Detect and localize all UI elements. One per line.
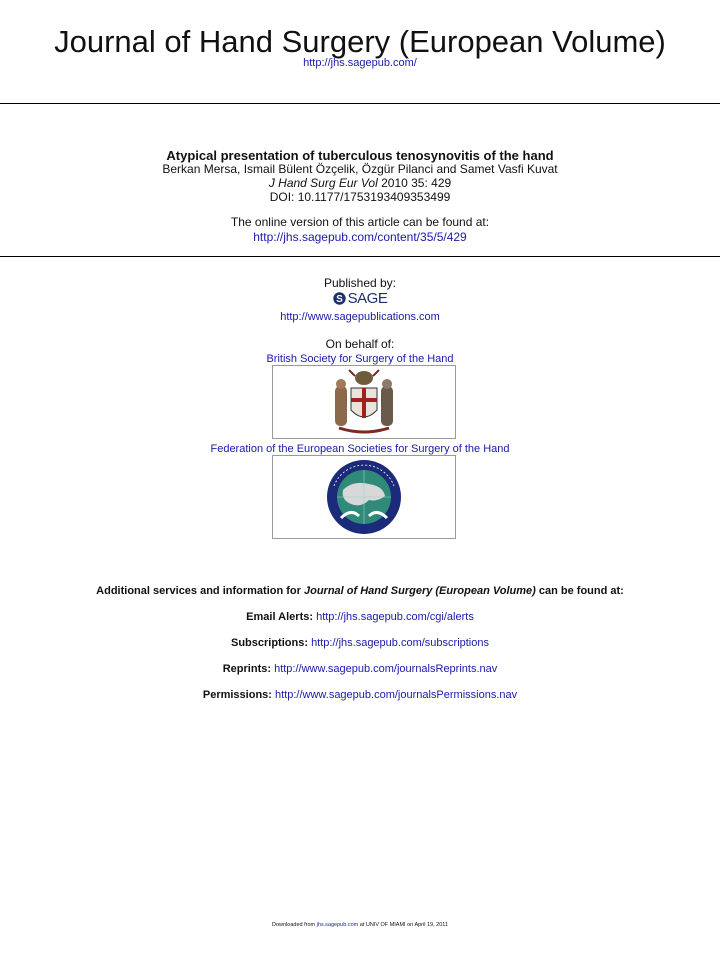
reprints-label: Reprints: bbox=[222, 663, 272, 675]
citation-journal: J Hand Surg Eur Vol bbox=[268, 176, 378, 190]
online-version-text: The online version of this article can be found at: bbox=[230, 215, 490, 229]
bssh-link[interactable]: British Society for Surgery of the Hand bbox=[266, 353, 454, 365]
download-footer bbox=[0, 921, 720, 929]
article-title: Atypical presentation of tuberculous tenosynovitis of the hand bbox=[166, 148, 554, 163]
fessh-emblem-box[interactable] bbox=[272, 455, 456, 539]
journal-url-link[interactable]: http://jhs.sagepub.com/ bbox=[303, 57, 417, 69]
middle-divider bbox=[0, 256, 720, 257]
sage-logo-icon bbox=[333, 292, 346, 305]
email-alerts-link[interactable]: http://jhs.sagepub.com/cgi/alerts bbox=[316, 611, 474, 623]
email-alerts-label: Email Alerts: bbox=[246, 611, 314, 623]
published-by-label: Published by: bbox=[323, 276, 397, 290]
permissions-link[interactable]: http://www.sagepub.com/journalsPermissions.nav bbox=[275, 689, 518, 701]
services-intro bbox=[0, 584, 720, 598]
bssh-crest-icon bbox=[273, 366, 455, 438]
service-reprints bbox=[0, 662, 720, 676]
journal-title: Journal of Hand Surgery (European Volume) bbox=[54, 24, 666, 59]
subscriptions-link[interactable]: http://jhs.sagepub.com/subscriptions bbox=[311, 637, 489, 649]
fessh-link[interactable]: Federation of the European Societies for Surgery of the Hand bbox=[210, 443, 510, 455]
footer-suffix: at UNIV OF MIAMI on April 19, 2011 bbox=[358, 922, 448, 928]
footer-prefix: Downloaded from bbox=[271, 922, 317, 928]
service-email-alerts bbox=[0, 610, 720, 624]
permissions-label: Permissions: bbox=[202, 689, 272, 701]
article-citation bbox=[0, 176, 720, 191]
services-intro-suffix: can be found at: bbox=[535, 585, 624, 597]
services-intro-prefix: Additional services and information for bbox=[96, 585, 304, 597]
sage-logo-text: SAGE bbox=[347, 290, 388, 307]
reprints-link[interactable]: http://www.sagepub.com/journalsReprints.nav bbox=[274, 663, 498, 675]
citation-volume: 2010 35: 429 bbox=[377, 176, 452, 190]
bssh-crest-box[interactable] bbox=[272, 365, 456, 439]
services-intro-journal: Journal of Hand Surgery (European Volume) bbox=[303, 585, 536, 597]
article-doi: DOI: 10.1177/1753193409353499 bbox=[269, 190, 451, 204]
footer-link[interactable]: jhs.sagepub.com bbox=[316, 922, 359, 928]
service-subscriptions bbox=[0, 636, 720, 650]
fessh-emblem-icon bbox=[273, 456, 455, 538]
article-online-link[interactable]: http://jhs.sagepub.com/content/35/5/429 bbox=[253, 230, 467, 244]
on-behalf-label: On behalf of: bbox=[325, 337, 395, 351]
article-authors: Berkan Mersa, Ismail Bülent Özçelik, Özgür Pilanci and Samet Vasfi Kuvat bbox=[162, 162, 558, 176]
top-divider bbox=[0, 103, 720, 104]
sage-logo bbox=[0, 290, 720, 310]
svg-text:S: S bbox=[335, 294, 343, 305]
service-permissions bbox=[0, 688, 720, 702]
subscriptions-label: Subscriptions: bbox=[230, 637, 308, 649]
sage-publications-link[interactable]: http://www.sagepublications.com bbox=[280, 311, 440, 323]
